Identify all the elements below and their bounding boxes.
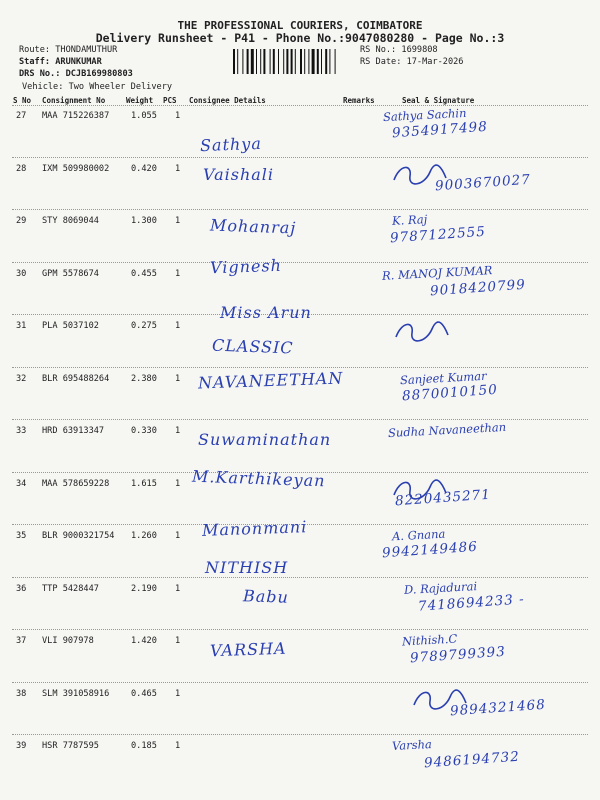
signer-phone-number: 9894321468	[449, 696, 547, 719]
barcode	[232, 49, 354, 74]
col-header-remarks: Remarks	[343, 96, 375, 105]
consignee-handwritten-name: Manonmani	[201, 517, 308, 540]
signer-phone-number: 7418694233 -	[417, 590, 526, 615]
row-pcs: 1	[175, 531, 181, 541]
row-sno: 27	[16, 111, 27, 121]
row-weight: 0.455	[131, 268, 157, 279]
signer-phone-number: 8220435271	[394, 486, 492, 509]
row-consignment-number: STY 8069044	[42, 216, 99, 226]
signature: K. Raj	[391, 212, 428, 228]
row-divider	[12, 629, 588, 630]
row-sno: 33	[16, 426, 27, 436]
company-title: THE PROFESSIONAL COURIERS, COIMBATORE	[177, 19, 423, 32]
row-weight: 0.275	[131, 321, 157, 331]
runsheet-title: Delivery Runsheet - P41 - Phone No.:9047080280 - Page No.:3	[95, 31, 505, 45]
signature: Sanjeet Kumar	[399, 368, 487, 387]
vehicle-label: Vehicle: Two Wheeler Delivery	[22, 82, 173, 92]
row-weight: 2.190	[131, 583, 157, 594]
col-header-pcs: PCS	[163, 96, 177, 105]
consignee-handwritten-name: Miss Arun	[220, 303, 312, 322]
row-divider	[12, 577, 588, 578]
row-pcs: 1	[175, 321, 181, 331]
signature-scribble	[390, 477, 450, 503]
row-divider	[12, 262, 588, 263]
signature: A. Gnana	[391, 526, 446, 544]
consignee-handwritten-name: VARSHA	[209, 638, 287, 661]
row-consignment-number: IXM 509980002	[42, 163, 110, 174]
signature: Varsha	[391, 736, 433, 754]
row-consignment-number: MAA 578659228	[42, 478, 110, 489]
row-pcs: 1	[175, 163, 181, 174]
consignee-handwritten-name: Babu	[242, 586, 290, 607]
signer-phone-number: 8870010150	[401, 381, 499, 404]
consignee-handwritten-name: Sathya	[199, 133, 263, 156]
row-pcs: 1	[175, 583, 181, 594]
row-pcs: 1	[175, 268, 181, 279]
row-pcs: 1	[175, 426, 181, 436]
row-consignment-number: HSR 7787595	[42, 741, 99, 751]
row-weight: 0.420	[131, 163, 157, 174]
row-weight: 1.615	[131, 478, 157, 489]
row-divider	[12, 472, 588, 473]
row-sno: 37	[16, 636, 27, 646]
row-weight: 0.330	[131, 426, 157, 436]
signature-scribble	[392, 319, 452, 345]
row-consignment-number: MAA 715226387	[42, 111, 110, 121]
header-divider	[12, 105, 588, 106]
row-pcs: 1	[175, 478, 181, 489]
consignee-handwritten-name: CLASSIC	[211, 335, 294, 358]
row-divider	[12, 209, 588, 210]
row-pcs: 1	[175, 373, 181, 384]
row-sno: 30	[16, 268, 27, 279]
col-header-weight: Weight	[126, 96, 154, 105]
row-sno: 28	[16, 163, 27, 174]
row-divider	[12, 734, 588, 735]
row-sno: 29	[16, 216, 27, 226]
signature: Sathya Sachin	[382, 105, 467, 125]
row-sno: 35	[16, 531, 27, 541]
row-consignment-number: BLR 695488264	[42, 373, 110, 384]
signer-phone-number: 9486194732	[423, 748, 521, 772]
row-divider	[12, 682, 588, 683]
row-consignment-number: BLR 9000321754	[42, 531, 115, 541]
signer-phone-number: 9787122555	[389, 223, 487, 247]
row-consignment-number: TTP 5428447	[42, 583, 99, 594]
row-pcs: 1	[175, 741, 181, 751]
signer-phone-number: 9354917498	[391, 118, 489, 142]
col-header-sno: S No	[13, 96, 32, 105]
signature: D. Rajadurai	[403, 578, 478, 597]
signer-phone-number: 9942149486	[381, 538, 479, 562]
staff-label: Staff: ARUNKUMAR	[19, 57, 102, 67]
row-weight: 0.185	[131, 741, 157, 751]
consignee-handwritten-name: Vaishali	[203, 165, 275, 184]
rs-number: RS No.: 1699808	[360, 45, 438, 55]
row-weight: 1.420	[131, 636, 157, 646]
row-consignment-number: HRD 63913347	[42, 426, 105, 436]
col-header-seal: Seal & Signature	[402, 96, 475, 105]
row-consignment-number: PLA 5037102	[42, 321, 99, 331]
row-weight: 1.300	[131, 216, 157, 226]
row-divider	[12, 314, 588, 315]
signer-phone-number: 9018420799	[429, 276, 527, 299]
signer-phone-number: 9789799393	[409, 643, 507, 667]
row-sno: 39	[16, 741, 27, 751]
signature-scribble	[390, 162, 450, 188]
row-sno: 36	[16, 583, 27, 594]
consignee-handwritten-name: NITHISH	[205, 558, 289, 577]
signer-phone-number: 9003670027	[434, 171, 532, 194]
row-sno: 38	[16, 688, 27, 699]
row-divider	[12, 419, 588, 420]
row-consignment-number: SLM 391058916	[42, 688, 110, 699]
signature-scribble	[410, 687, 470, 713]
consignee-handwritten-name: Mohanraj	[209, 215, 297, 238]
row-weight: 1.055	[131, 111, 157, 121]
consignee-handwritten-name: Suwaminathan	[198, 430, 332, 449]
row-weight: 1.260	[131, 531, 157, 541]
signature: Nithish.C	[401, 631, 458, 649]
row-pcs: 1	[175, 216, 181, 226]
row-sno: 32	[16, 373, 27, 384]
signature: Sudha Navaneethan	[387, 419, 507, 441]
drs-label: DRS No.: DCJB169980803	[19, 69, 133, 79]
route-label: Route: THONDAMUTHUR	[19, 45, 118, 55]
consignee-handwritten-name: M.Karthikeyan	[191, 466, 326, 491]
row-pcs: 1	[175, 688, 181, 699]
row-pcs: 1	[175, 636, 181, 646]
row-consignment-number: VLI 907978	[42, 636, 94, 646]
col-header-consignment: Consignment No	[42, 96, 106, 105]
signature: R. MANOJ KUMAR	[381, 262, 493, 283]
row-sno: 34	[16, 478, 27, 489]
rs-date: RS Date: 17-Mar-2026	[360, 57, 464, 67]
row-weight: 2.380	[131, 373, 157, 384]
row-sno: 31	[16, 321, 27, 331]
row-divider	[12, 367, 588, 368]
row-pcs: 1	[175, 111, 181, 121]
col-header-consignee: Consignee Details	[189, 96, 266, 105]
row-consignment-number: GPM 5578674	[42, 268, 99, 279]
consignee-handwritten-name: NAVANEETHAN	[197, 368, 344, 393]
row-divider	[12, 157, 588, 158]
row-divider	[12, 524, 588, 525]
consignee-handwritten-name: Vignesh	[209, 255, 283, 278]
row-weight: 0.465	[131, 688, 157, 699]
